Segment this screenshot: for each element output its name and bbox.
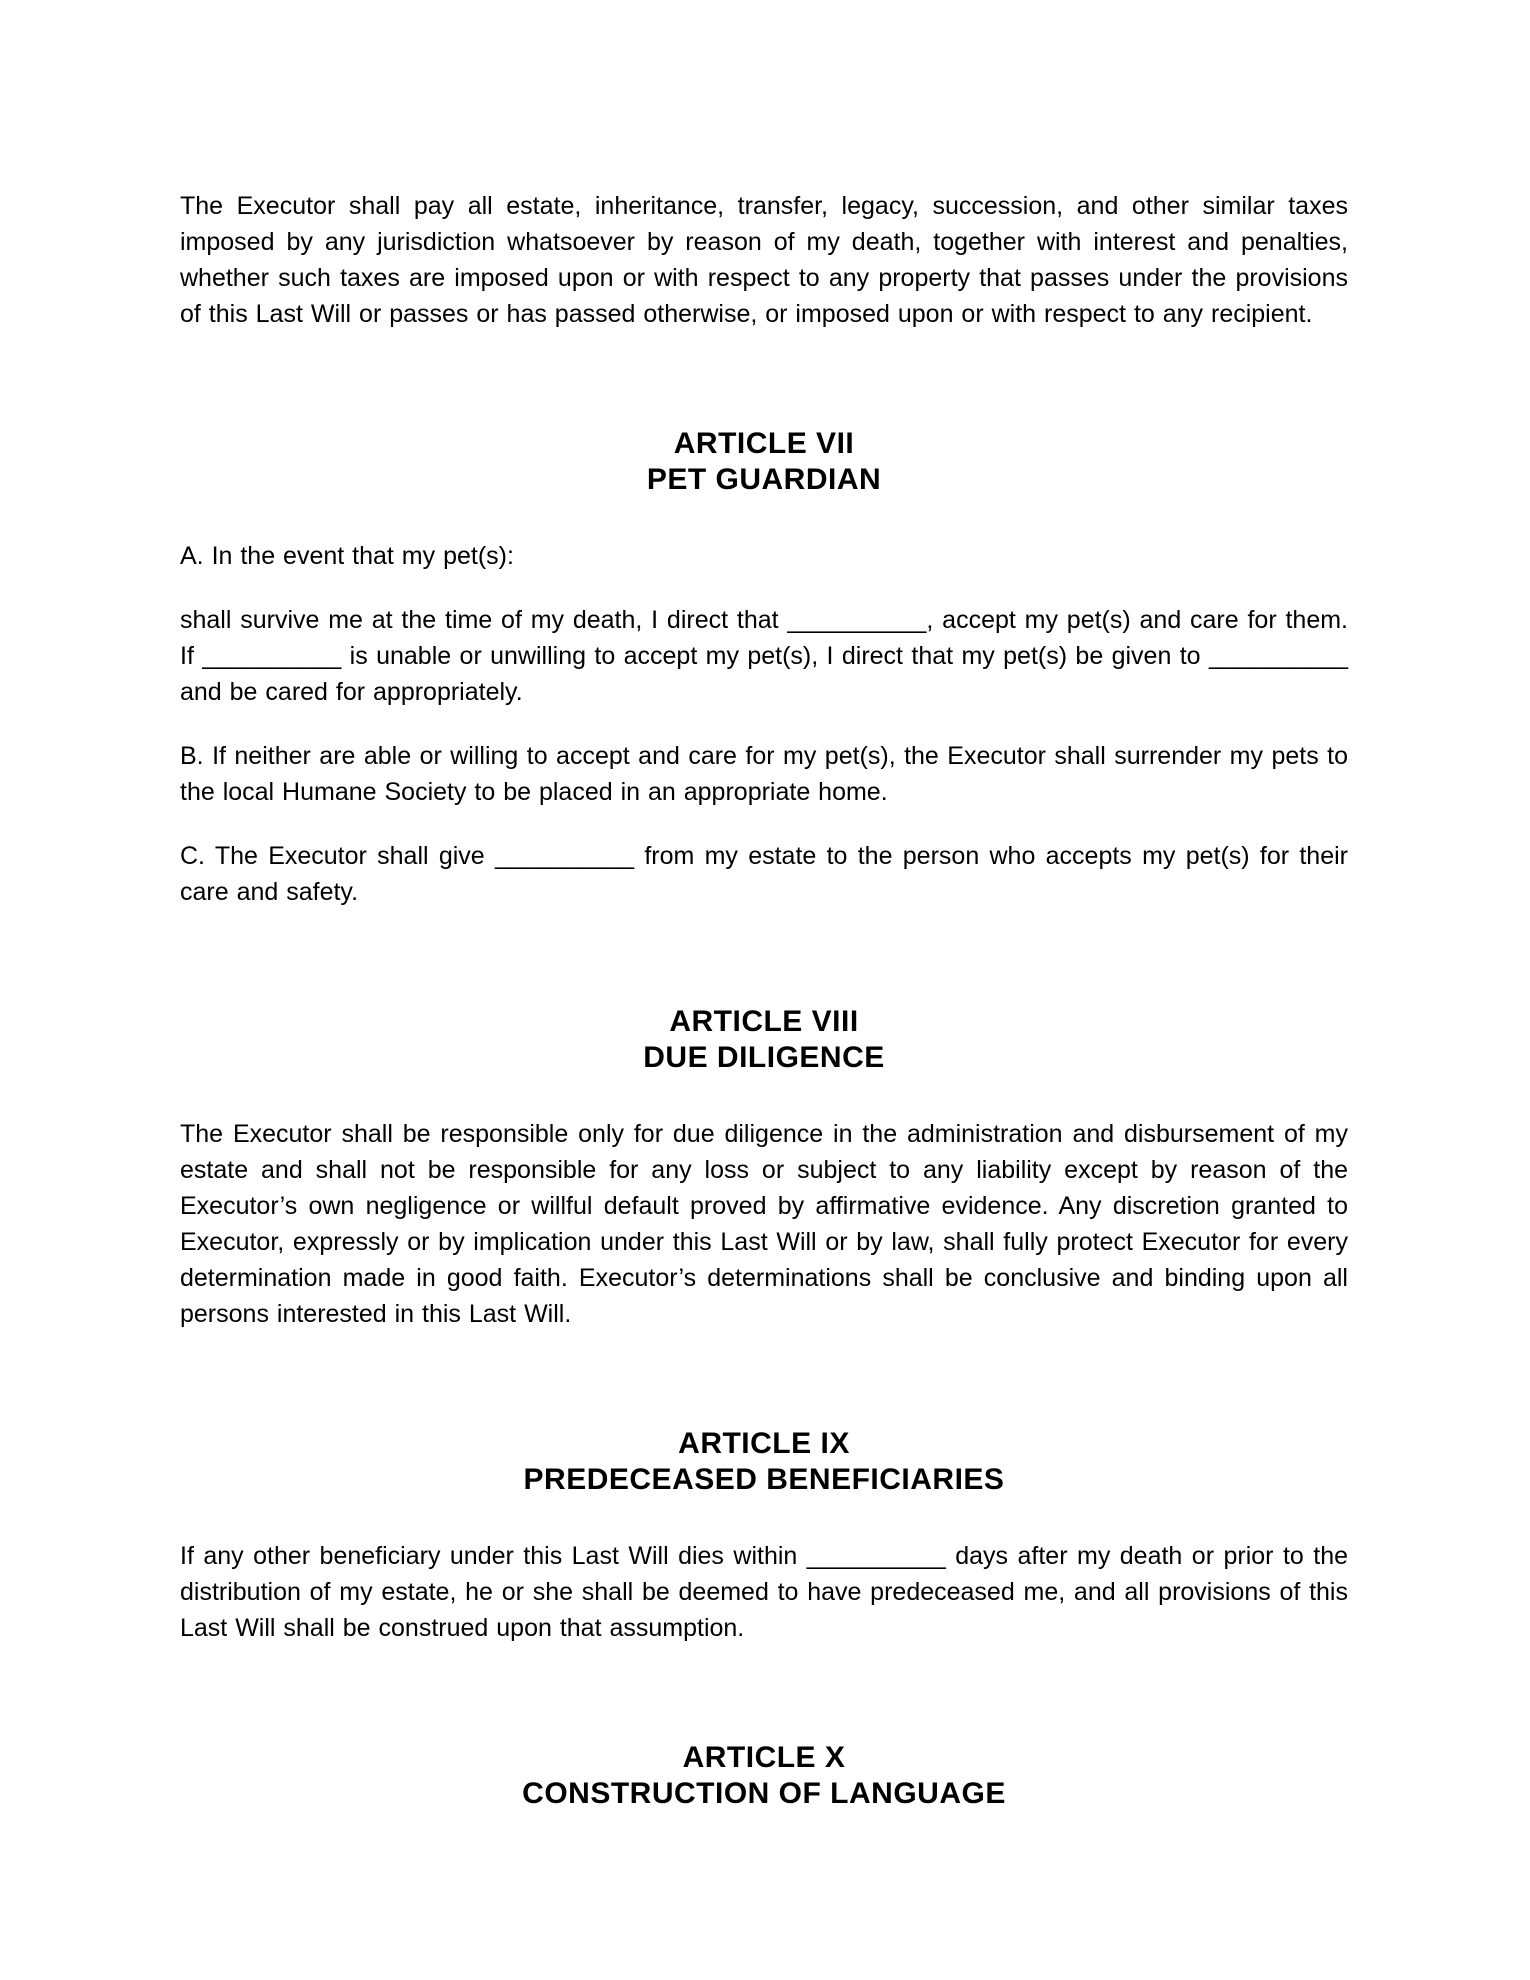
taxes-paragraph: The Executor shall pay all estate, inheritance, transfer, legacy, succession, and other similar taxes imposed by any jurisdiction whatsoever by reason of my death, together with interest and penalties, whether such taxes are imposed upon or with respect to any property that passes under the provisions of this Last Will or passes or has passed otherwise, or imposed upon or with respect to any recipient. [180, 192, 1348, 328]
article-10-title: ARTICLE X [682, 1741, 846, 1774]
article-10-heading [180, 1740, 1348, 1812]
article-8-subtitle: DUE DILIGENCE [643, 1041, 885, 1074]
article-8-title: ARTICLE VIII [669, 1005, 859, 1038]
pet-guardian-clause-c: C. The Executor shall give __________ from my estate to the person who accepts my pet(s) for their care and safety. [180, 842, 1348, 906]
due-diligence-paragraph: The Executor shall be responsible only for due diligence in the administration and disbursement of my estate and shall not be responsible for any loss or subject to any liability except by reason of the Executor’s own negligence or willful default proved by affirmative evidence. Any discretion granted to Executor, expressly or by implication under this Last Will or by law, shall fully protect Executor for every determination made in good faith. Executor’s determinations shall be conclusive and binding upon all persons interested in this Last Will. [180, 1120, 1348, 1328]
article-9-heading [180, 1426, 1348, 1498]
article-8-heading [180, 1004, 1348, 1076]
article-9-title: ARTICLE IX [678, 1427, 850, 1460]
article-7-subtitle: PET GUARDIAN [646, 463, 882, 496]
article-7-title: ARTICLE VII [673, 427, 855, 460]
pet-guardian-survive-paragraph: shall survive me at the time of my death, I direct that __________, accept my pet(s) and care for them. If __________ is unable or unwilling to accept my pet(s), I direct that my pet(s) be given to __________ and be cared for appropriately. [180, 606, 1348, 706]
predeceased-beneficiaries-paragraph: If any other beneficiary under this Last Will dies within __________ days after my death or prior to the distribution of my estate, he or she shall be deemed to have predeceased me, and all provisions of this Last Will shall be construed upon that assumption. [180, 1542, 1348, 1642]
pet-guardian-clause-a: A. In the event that my pet(s): [180, 542, 514, 570]
article-10-subtitle: CONSTRUCTION OF LANGUAGE [522, 1777, 1006, 1810]
pet-guardian-clause-b: B. If neither are able or willing to accept and care for my pet(s), the Executor shall surrender my pets to the local Humane Society to be placed in an appropriate home. [180, 742, 1348, 806]
article-9-subtitle: PREDECEASED BENEFICIARIES [523, 1463, 1005, 1496]
article-7-heading [180, 426, 1348, 498]
